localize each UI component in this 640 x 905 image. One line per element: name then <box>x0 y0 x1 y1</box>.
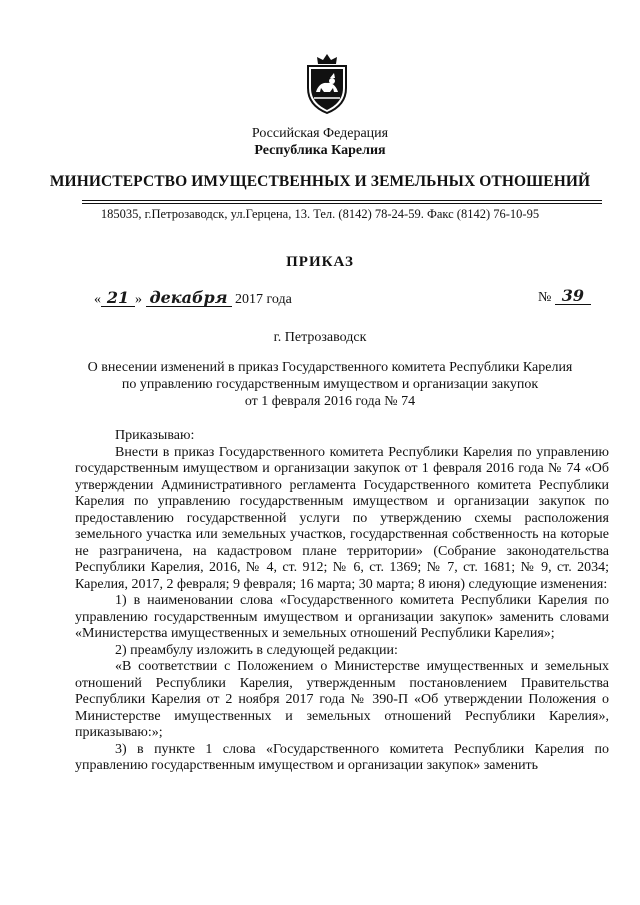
order-title: ПРИКАЗ <box>286 254 354 270</box>
order-date <box>94 290 292 308</box>
subject-line-3: от 1 февраля 2016 года № 74 <box>244 394 416 409</box>
ministry-address: 185035, г.Петрозаводск, ул.Герцена, 13. Тел. (8142) 78-24-59. Факс (8142) 76-10-95 <box>100 207 540 221</box>
ministry-name: МИНИСТЕРСТВО ИМУЩЕСТВЕННЫХ И ЗЕМЕЛЬНЫХ ОТНОШЕНИЙ <box>49 173 591 190</box>
order-city: г. Петрозаводск <box>273 330 367 345</box>
number-label: № <box>538 290 552 305</box>
country-name: Российская Федерация <box>251 126 389 141</box>
date-quote-open: « <box>94 292 101 307</box>
subject-line-2: по управлению государственным имуществом и организации закупок <box>121 377 539 392</box>
date-month: декабря <box>146 290 232 307</box>
number-value: 39 <box>555 288 591 305</box>
body-paragraph-item-1: 1) в наименовании слова «Государственного комитета Республики Карелия по управлению государственным имуществом и организации закупок» заменить словами «Министерства имущественных и земельных отношений Республики Карелия»; <box>75 593 609 641</box>
body-paragraph-order: Приказываю: <box>115 428 195 443</box>
body-paragraph-preamble: «В соответствии с Положением о Министерстве имущественных и земельных отношений Республики Карелия, утвержденным постановлением Правительства Республики Карелия от 2 ноября 2017 года № 390-П «Об утверждении Положения о Министерстве имущественных и земельных отношений Республики Карелия», приказываю:»; <box>75 659 609 740</box>
body-paragraph-item-3: 3) в пункте 1 слова «Государственного комитета Республики Карелия по управлению государственным имуществом и организации закупок» заменить <box>75 741 609 773</box>
date-quote-close: » <box>135 292 142 307</box>
order-number <box>538 288 591 306</box>
order-subject <box>60 359 600 410</box>
subject-line-1: О внесении изменений в приказ Государственного комитета Республики Карелия <box>87 360 573 375</box>
header-rule-bottom <box>82 203 602 204</box>
body-paragraph-amend: Внести в приказ Государственного комитета Республики Карелия по управлению государственным имуществом и организации закупок от 1 февраля 2016 года № 74 «Об утверждении Административного регламента Государственного комитета Республики Карелия по управлению государственным имуществом и организации закупок по предоставлению государственной услуги по утверждению схемы расположения земельного участка или земельных участков, государственная собственность на которые не разграничена, на кадастровом плане территории» (Собрание законодательства Республики Карелия, 2016, № 4, ст. 912; № 6, ст. 1369; № 7, ст. 1681; № 9, ст. 2034; Карелия, 2017, 2 февраля; 9 февраля; 16 марта; 30 марта; 8 июня) следующие изменения: <box>75 444 609 592</box>
date-year: 2017 года <box>235 292 292 307</box>
karelia-coat-of-arms-icon <box>304 52 350 114</box>
date-day: 21 <box>101 290 135 307</box>
body-paragraph-item-2: 2) преамбулу изложить в следующей редакции: <box>115 642 398 658</box>
order-body <box>75 428 609 775</box>
header-rule-top <box>82 200 602 201</box>
republic-name: Республика Карелия <box>254 143 386 158</box>
